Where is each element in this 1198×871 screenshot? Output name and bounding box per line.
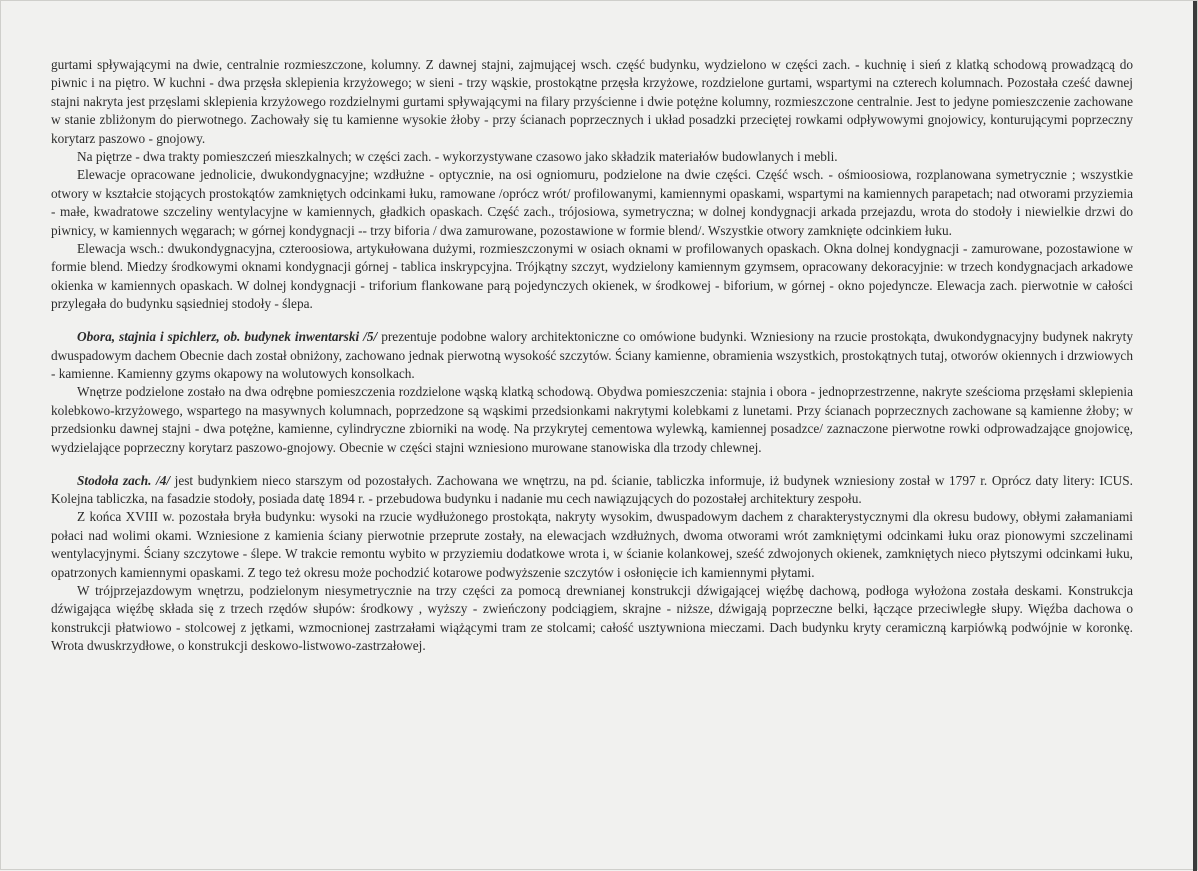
paragraph: W trójprzejazdowym wnętrzu, podzielonym niesymetrycznie na trzy części za pomocą drewnianej konstrukcji dźwigającej więźbę dachową, podłoga wyłożona została deskami. Konstrukcja dźwigająca więźbę składa się z trzech rzędów słupów: środkowy , wyższy - zwieńczony podciągiem, skrajne - niższe, dźwigają poprzeczne belki, łączące przeciwległe słupy. Więźba dachowa o konstrukcji płatwiowo - stolcowej z jętkami, wzmocnionej zastrzałami wiążącymi tram ze stolcami; całość usztywniona mieczami. Dach budynku kryty ceramiczną karpiówką podwójnie w koronkę. Wrota dwuskrzydłowe, o konstrukcji deskowo-listwowo-zastrzałowej. — [51, 582, 1133, 654]
paragraph: Elewacja wsch.: dwukondygnacyjna, czteroosiowa, artykułowana dużymi, rozmieszczonymi w osiach oknami w profilowanych opaskach. Okna dolnej kondygnacji - zamurowane, pozostawione w formie blend. Miedzy środkowymi oknami kondygnacji górnej - tablica inskrypcyjna. Trójkątny szczyt, wydzielony kamiennym gzymsem, opracowany dekoracyjnie: w trzech kondygnacjach arkadowe okienka w kamiennych opaskach. W dolnej kondygnacji - triforium flankowane parą pojedynczych okienek, w środkowej - biforium, w górnej - okno pojedyncze. Elewacja zach. pierwotnie w całości przylegała do budynku sąsiedniej stodoły - ślepa. — [51, 241, 1133, 312]
scan-edge — [1193, 1, 1197, 871]
paragraph: Wnętrze podzielone zostało na dwa odrębne pomieszczenia rozdzielone wąską klatką schodową. Obydwa pomieszczenia: stajnia i obora - jednoprzestrzenne, nakryte sześcioma przęsłami sklepienia kolebkowo-krzyżowego, wspartego na masywnych kolumnach, poprzedzone są wąskimi przedsionkami nakrytymi kolebkami z lunetami. Przy ścianach poprzecznych zachowane są kamienne żłoby; w przedsionku dawnej stajni - dwa potężne, kamienne, cylindryczne zbiorniki na wodę. Na przykrytej cementowa wylewką, kamiennej posadzce/ zaznaczone pierwotne rowki odprowadzające gnojowicę, wydzielające poprzeczny korytarz paszowo-gnojowy. Obecnie w części stajni wzniesiono murowane stanowiska dla trzody chlewnej. — [51, 384, 1133, 455]
paragraph: gurtami spływającymi na dwie, centralnie rozmieszczone, kolumny. Z dawnej stajni, zajmującej wsch. część budynku, wydzielono w części zach. - kuchnię i sień z klatką schodową prowadzącą do piwnic i na piętro. W kuchni - dwa przęsła sklepienia krzyżowego; w sieni - trzy wąskie, prostokątne przęsła krzyżowe, rozdzielone gurtami, wspartymi na czterech kolumnach. Pozostała cześć dawnej stajni nakryta jest przęslami sklepienia krzyżowego rozdzielnymi gurtami spływającymi na filary przyścienne i dwie potężne kolumny, rozmieszczone centralnie. Jest to jedyne pomieszczenie zachowane w stanie zbliżonym do pierwotnego. Zachowały się tu kamienne wysokie żłoby - przy ścianach poprzecznych i układ posadzki przeciętej rowkami odpływowymi gnojowicy, konturującymi poprzeczny korytarz paszowo - gnojowy. — [51, 57, 1133, 146]
paragraph: Na piętrze - dwa trakty pomieszczeń mieszkalnych; w części zach. - wykorzystywane czasowo jako składzik materiałów budowlanych i mebli. — [77, 149, 838, 165]
paragraph-stodola — [51, 472, 1133, 509]
paragraph: Z końca XVIII w. pozostała bryła budynku: wysoki na rzucie wydłużonego prostokąta, nakryty wysokim, dwuspadowym dachem z charakterystycznymi dla okresu budowy, obłymi załamaniami połaci nad wolimi okami. Wzniesione z kamienia ściany pierwotnie przeprute zostały, na elewacjach wzdłużnych, dwoma otworami wrót zamkniętymi odcinkami łuku oraz pionowymi szczelinami wentylacyjnymi. Ściany szczytowe - ślepe. W trakcie remontu wybito w przyziemiu dodatkowe wrota i, w ścianie kolankowej, sześć zdwojonych okienek, zamkniętych nieco płytszymi odcinkami łuku, opatrzonych kamiennymi opaskami. Z tego też okresu może pochodzić kotarowe podwyższenie szczytów i osłonięcie ich kamiennymi płytami. — [51, 509, 1133, 580]
paragraph-obora — [51, 328, 1133, 383]
section-heading-stodola: Stodoła zach. /4/ — [77, 472, 171, 488]
paragraph-text: prezentuje podobne walory architektoniczne co omówione budynki. Wzniesiony na rzucie prostokąta, dwukondygnacyjny budynek nakryty dwuspadowym dachem Obecnie dach został obniżony, zachowano jednak pierwotną wysokość szczytów. Ściany kamienne, obramienia wszystkich, prostokątnych tutaj, otworów okiennych i drzwiowych - kamienne. Kamienny gzyms okapowy na wolutowych konsolkach. — [51, 329, 1133, 381]
section-heading-obora: Obora, stajnia i spichlerz, ob. budynek inwentarski /5/ — [77, 329, 378, 345]
paragraph: Elewacje opracowane jednolicie, dwukondygnacyjne; wzdłużne - optycznie, na osi ogniomuru, podzielone na dwie części. Część wsch. - ośmioosiowa, rozplanowana symetrycznie ; wszystkie otwory w kształcie stojących prostokątów zamkniętych odcinkami łuku, ramowane /oprócz wrót/ profilowanymi, kamiennymi opaskami, wspartymi na kamiennych parapetach; nad otworami przyziemia - małe, kwadratowe szczeliny wentylacyjne w kamiennych, gładkich opaskach. Część zach., trójosiowa, symetryczna; w dolnej kondygnacji arkada przejazdu, wrota do stodoły i niewielkie drzwi do piwnicy, w kamiennych węgarach; w górnej kondygnacji -- trzy biforia / dwa zamurowane, pozostawione w formie blend/. Wszystkie otwory zamknięte odcinkiem łuku. — [51, 167, 1133, 238]
document-text — [51, 56, 1133, 656]
paragraph-text: jest budynkiem nieco starszym od pozostałych. Zachowana we wnętrzu, na pd. ścianie, tabliczka informuje, iż budynek wzniesiony został w 1797 r. Oprócz daty litery: ICUS. Kolejna tabliczka, na fasadzie stodoły, posiada datę 1894 r. - przebudowa budynku i nadanie mu cech nawiązujących do pozostałej architektury zespołu. — [51, 472, 1133, 506]
